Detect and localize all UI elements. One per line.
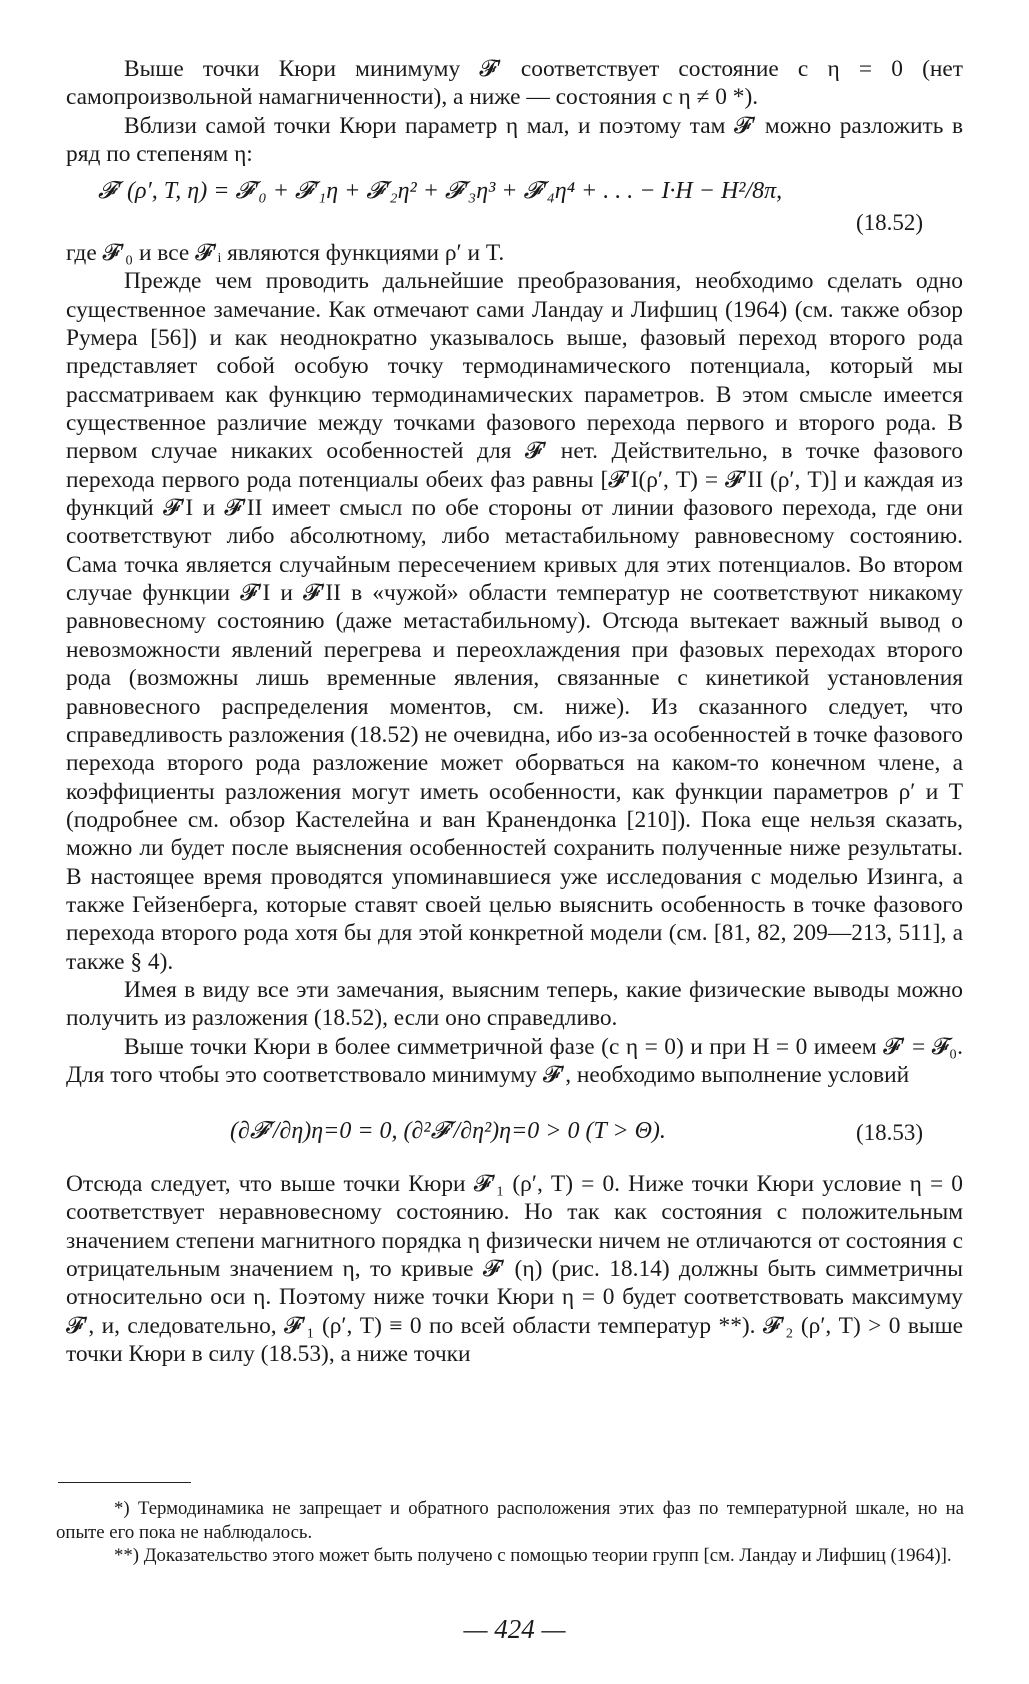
text-block-middle xyxy=(66,239,963,1089)
text-block-bottom xyxy=(66,1170,963,1368)
paragraph-expansion-intro: Вблизи самой точки Кюри параметр η мал, и поэтому там 𝓕′ можно разложить в ряд по степеням η: xyxy=(66,112,963,168)
footnote-1: *) Термодинамика не запрещает и обратного расположения этих фаз по температурной шкале, но на опыте его пока не наблюдалось. xyxy=(56,1498,964,1543)
footnotes xyxy=(56,1497,964,1568)
paragraph-physical-conclusions: Имея в виду все эти замечания, выясним теперь, какие физические выводы можно получить из разложения (18.52), если оно справедливо. xyxy=(66,976,963,1032)
footnote-2: **) Доказательство этого может быть получено с помощью теории групп [см. Ландау и Лифшиц (1964)]. xyxy=(114,1545,952,1566)
paragraph-symmetric-phase: Выше точки Кюри в более симметричной фазе (с η = 0) и при H = 0 имеем 𝓕′ = 𝓕₀. Для того чтобы это соответствовало минимуму 𝓕′, необходимо выполнение условий xyxy=(66,1033,963,1088)
equation-18-52: 𝓕′ (ρ′, T, η) = 𝓕′₀ + 𝓕′₁η + 𝓕′₂η² + 𝓕′₃η³ + 𝓕′₄η⁴ + . . . − I·H − H²/8π, xyxy=(98,178,783,204)
paragraph-functions-note: где 𝓕′₀ и все 𝓕′ᵢ являются функциями ρ′ и T. xyxy=(66,240,505,266)
paragraph-curie-minimum: Выше точки Кюри минимуму 𝓕′ соответствует состояние с η = 0 (нет самопроизвольной намагниченности), а ниже — состояния с η ≠ 0 *). xyxy=(66,56,963,111)
text-block-top xyxy=(66,55,963,168)
paragraph-important-remark: Прежде чем проводить дальнейшие преобразования, необходимо сделать одно существенное замечание. Как отмечают сами Ландау и Лифшиц (1964) (см. также обзор Румера [56]) и как неоднократно указывалось выше, фазовый переход второго рода представляет собой особую точку термодинамического потенциала, который мы рассматриваем как функцию термодинамических параметров. В этом смысле имеется существенное различие между точками фазового перехода первого и второго рода. В первом случае никаких особенностей для 𝓕′ нет. Действительно, в точке фазового перехода первого рода потенциалы обеих фаз равны [𝓕′I(ρ′, T) = 𝓕′II (ρ′, T)] и каждая из функций 𝓕′I и 𝓕′II имеет смысл по обе стороны от линии фазового перехода, где они соответствуют либо абсолютному, либо метастабильному равновесному состоянию. Сама точка является случайным пересечением кривых для этих потенциалов. Во втором случае функции 𝓕′I и 𝓕′II в «чужой» области температур не соответствуют никакому равновесному состоянию (даже метастабильному). Отсюда вытекает важный вывод о невозможности явлений перегрева и переохлаждения при фазовых переходах второго рода (возможны лишь временные явления, связанные с кинетикой установления равновесного распределения моментов, см. ниже). Из сказанного следует, что справедливость разложения (18.52) не очевидна, ибо из-за особенностей в точке фазового перехода второго рода разложение может оборваться на каком-то конечном члене, а коэффициенты разложения могут иметь особенности, как функции параметров ρ′ и T (подробнее см. обзор Кастелейна и ван Кранендонка [210]). Пока еще нельзя сказать, можно ли будет после выяснения особенностей сохранить полученные ниже результаты. В настоящее время проводятся упоминавшиеся уже исследования с моделью Изинга, а также Гейзенберга, которые ставят своей целью выяснить особенность в точке фазового перехода второго рода хотя бы для этой конкретной модели (см. [81, 82, 209—213, 511], а также § 4). xyxy=(66,268,963,975)
footnote-divider xyxy=(58,1482,191,1483)
paragraph-below-curie: Отсюда следует, что выше точки Кюри 𝓕′₁ (ρ′, T) = 0. Ниже точки Кюри условие η = 0 соответствует неравновесному состоянию. Но так как состояния с положительным значением степени магнитного порядка η физически ничем не отличаются от состояния с отрицательным значением η, то кривые 𝓕′ (η) (рис. 18.14) должны быть симметричны относительно оси η. Поэтому ниже точки Кюри η = 0 будет соответствовать максимуму 𝓕′, и, следовательно, 𝓕′₁ (ρ′, T) ≡ 0 по всей области температур **). 𝓕′₂ (ρ′, T) > 0 выше точки Кюри в силу (18.53), а ниже точки xyxy=(66,1171,963,1368)
equation-number-18-52: (18.52) xyxy=(856,210,924,235)
equation-18-53: (∂𝓕′/∂η)η=0 = 0, (∂²𝓕′/∂η²)η=0 > 0 (T > Θ). xyxy=(230,1118,666,1144)
page-number: — 424 — xyxy=(463,1614,566,1644)
equation-number-18-53: (18.53) xyxy=(856,1120,924,1145)
